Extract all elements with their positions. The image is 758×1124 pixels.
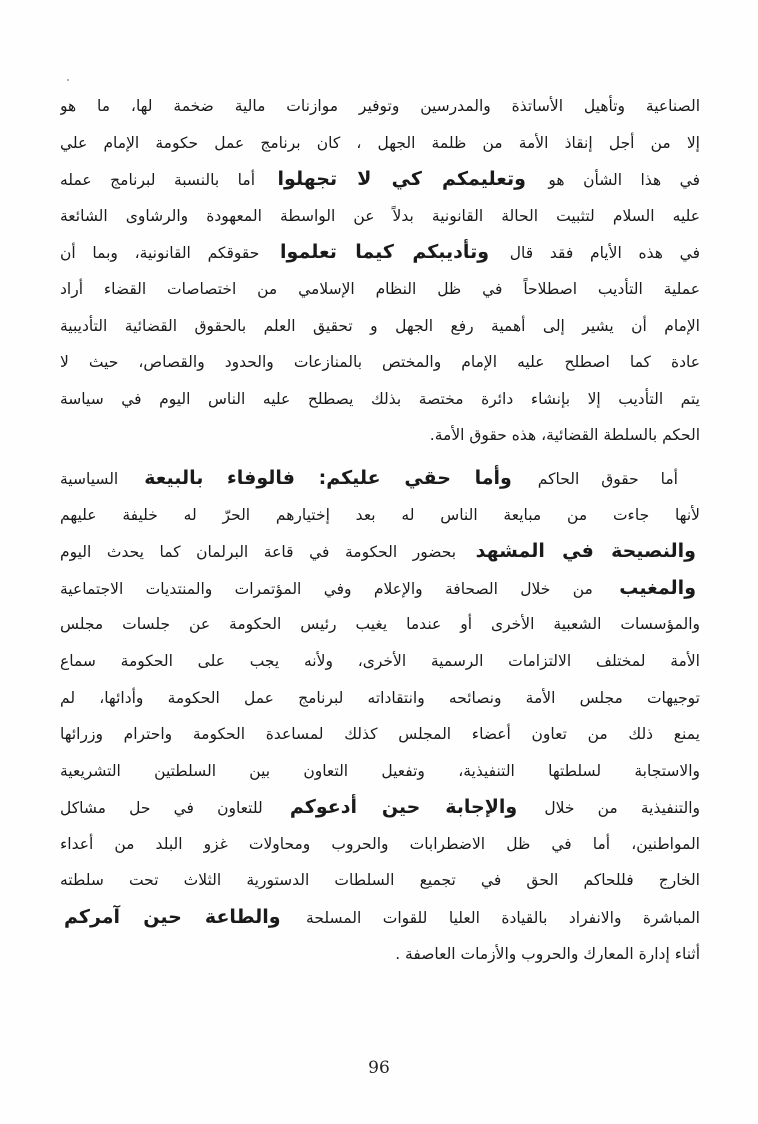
text-segment: بحضور الحكومة في قاعة البرلمان كما يحدث اليوم (60, 543, 457, 562)
text-segment: والتنفيذية من خلال (544, 799, 700, 818)
emphasized-quote: وأما حقي عليكم: فالوفاء بالبيعة (144, 466, 512, 489)
body-text (60, 88, 700, 972)
emphasized-quote: والإجابة حين أدعوكم (289, 796, 518, 819)
text-line (60, 533, 700, 570)
text-line: عليه السلام لتثبيت الحالة القانونية بدلاً عن الواسطة المعهودة والرشاوى الشائعة (60, 206, 700, 225)
text-line (60, 570, 700, 607)
text-segment: حقوقكم القانونية، وبما أن (60, 244, 260, 263)
text-line: والمؤسسات الشعبية الأخرى أو عندما يغيب رئيس الحكومة عن جلسات مجلس (60, 615, 700, 634)
text-line: إلا من أجل إنقاذ الأمة من ظلمة الجهل ، كان برنامج عمل حكومة الإمام علي (60, 133, 700, 152)
text-line (60, 899, 700, 936)
text-segment: من خلال الصحافة والإعلام وفي المؤتمرات والمنتديات الاجتماعية (60, 579, 593, 598)
text-line: الإمام أن يشير إلى أهمية رفع الجهل و تحقيق العلم بالحقوق القضائية التأديبية (60, 316, 700, 335)
text-segment: السياسية (60, 469, 119, 488)
text-line (60, 460, 700, 497)
emphasized-quote: والطاعة حين آمركم (64, 906, 281, 929)
emphasized-quote: وتأديبكم كيما تعلموا (280, 241, 490, 264)
text-line (60, 789, 700, 826)
text-line: أثناء إدارة المعارك والحروب والأزمات العاصفة . (395, 944, 700, 963)
text-line: الحكم بالسلطة القضائية، هذه حقوق الأمة. (429, 426, 700, 445)
text-line: عملية التأديب اصطلاحاً في ظل النظام الإسلامي من اختصاصات القضاء أراد (60, 279, 700, 298)
text-segment: المباشرة والانفراد بالقيادة العليا للقوات المسلحة (306, 909, 700, 928)
text-segment: في هذا الشأن هو (548, 171, 700, 190)
text-line: الصناعية وتأهيل الأساتذة والمدرسين وتوفير موازنات مالية ضخمة لها، ما هو (60, 97, 700, 115)
text-segment: أما حقوق الحاكم (537, 469, 678, 488)
paragraph-rights-of-ruler (60, 460, 700, 972)
page-number: 96 (368, 1058, 390, 1078)
emphasized-quote: وتعليمكم كي لا تجهلوا (277, 168, 526, 191)
emphasized-quote: والمغيب (619, 576, 697, 599)
text-line: المواطنين، أما في ظل الاضطرابات والحروب ومحاولات غزو البلد من أعداء (60, 834, 700, 853)
text-segment: للتعاون في حل مشاكل (60, 799, 263, 818)
text-segment: في هذه الأيام فقد قال (509, 244, 700, 263)
text-line: يتم التأديب إلا بإنشاء دائرة مختصة بذلك يصطلح عليه الناس اليوم في سياسة (60, 389, 700, 408)
text-line: توجيهات مجلس الأمة ونصائحه وانتقاداته لبرنامج عمل الحكومة وأدائها، لم (60, 688, 700, 707)
paragraph-rights-of-nation (60, 88, 700, 454)
text-line: الخارج فللحاكم الحق في تجميع السلطات الدستورية الثلاث تحت سلطته (60, 871, 700, 890)
scan-speck (67, 79, 69, 81)
text-segment: أما بالنسبة لبرنامج عمله (60, 171, 256, 190)
text-line: عادة كما اصطلح عليه الإمام والمختص بالمنازعات والحدود والقصاص، حيث لا (60, 353, 700, 372)
emphasized-quote: والنصيحة في المشهد (475, 540, 696, 563)
text-line (60, 161, 700, 198)
text-line (60, 234, 700, 271)
text-line: لأنها جاءت من مبايعة الناس له بعد إختيارهم الحرّ له خليفة عليهم (60, 505, 700, 524)
text-line: يمنع ذلك من تعاون أعضاء المجلس كذلك لمساعدة الحكومة واحترام وزرائها (60, 725, 700, 744)
text-line: والاستجابة لسلطتها التنفيذية، وتفعيل التعاون بين السلطتين التشريعية (60, 761, 700, 780)
text-line: الأمة لمختلف الالتزامات الرسمية الأخرى، ولأنه يجب على الحكومة سماع (60, 651, 700, 670)
